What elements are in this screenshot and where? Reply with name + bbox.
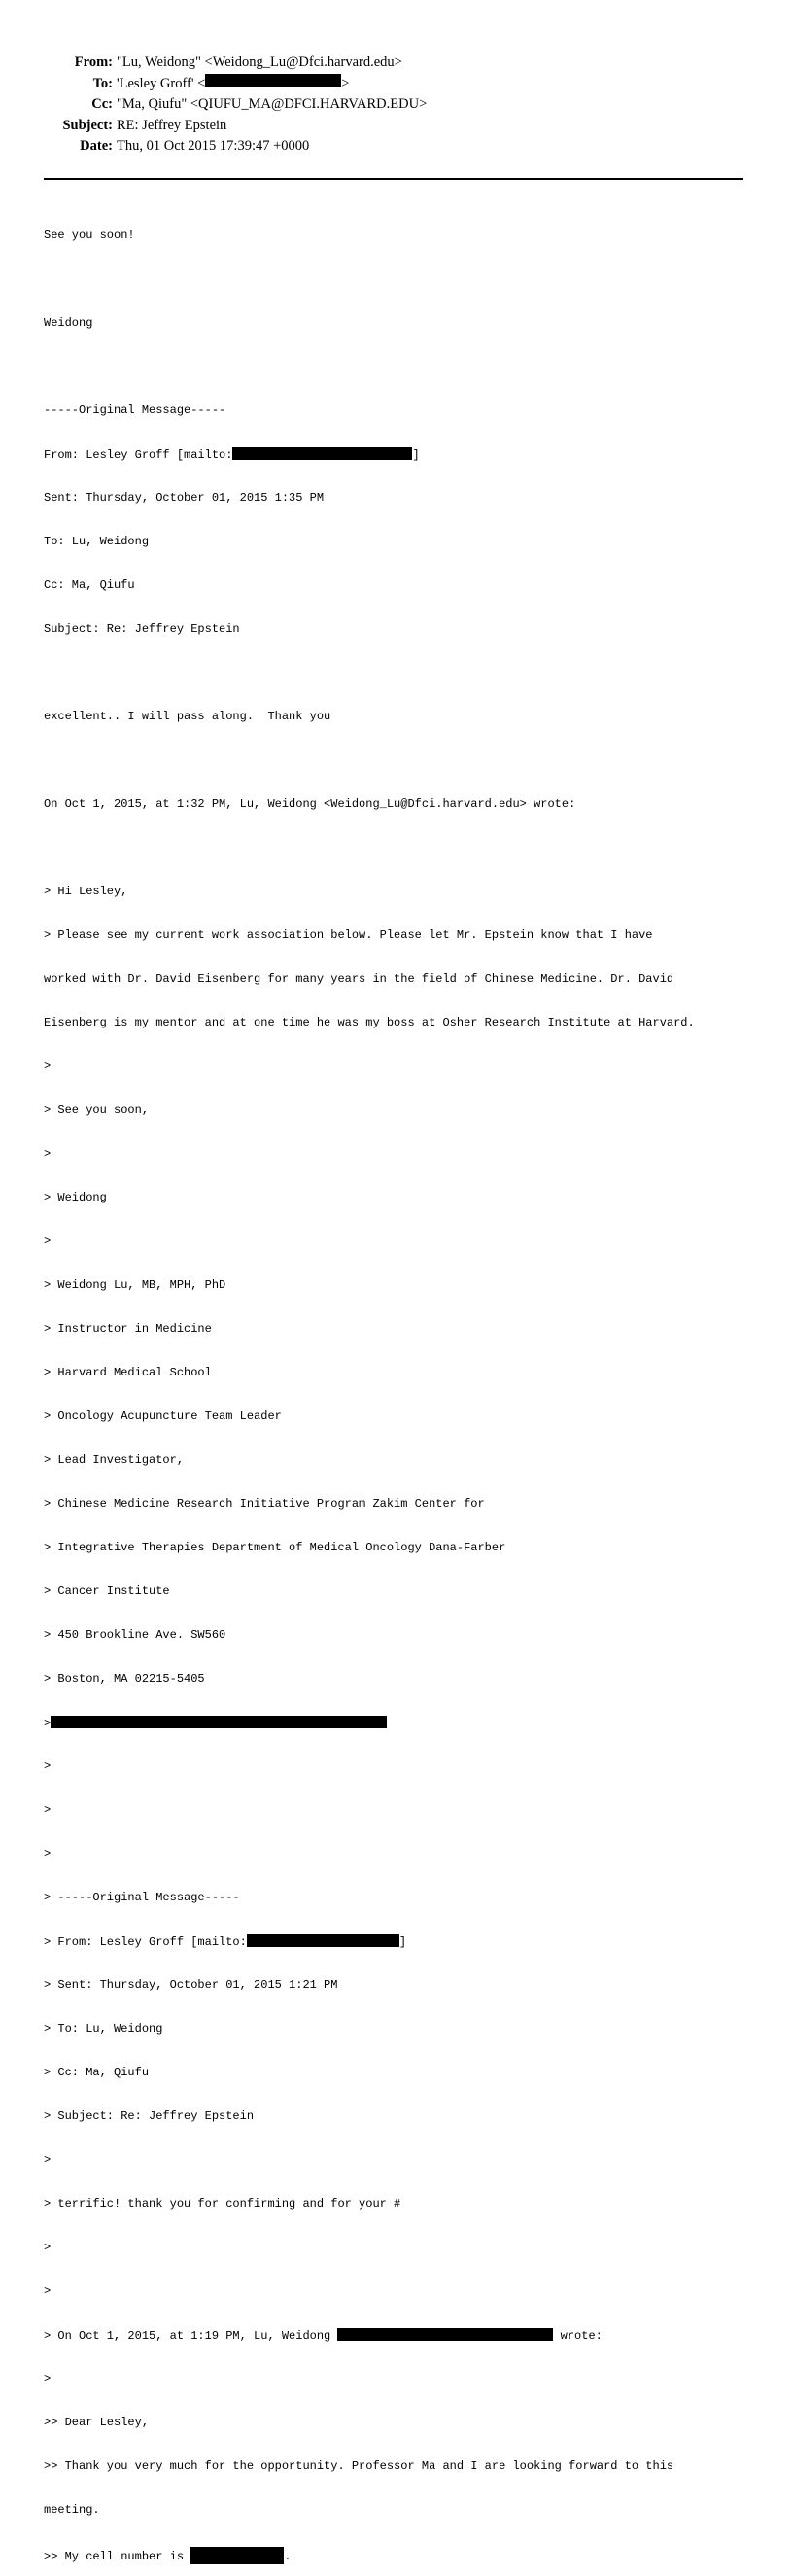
redaction-bar [247,1934,399,1947]
body-line: Eisenberg is my mentor and at one time he was my boss at Osher Research Institute at Harvard. [44,1016,695,1029]
from-row [0,52,427,74]
body-line: > [44,1060,52,1073]
body-line: > [44,2372,52,2385]
from-prefix: From: Lesley Groff [mailto: [44,448,233,462]
body-line: > terrific! thank you for confirming and for your # [44,2197,401,2210]
from-value: "Lu, Weidong" <Weidong_Lu@Dfci.harvard.edu> [117,54,402,70]
body-line: > [44,2284,52,2298]
from-prefix: > From: Lesley Groff [mailto: [44,1935,247,1949]
body-line-blank [44,841,763,855]
subject-value: RE: Jeffrey Epstein [117,117,227,133]
email-header [0,52,427,157]
body-line: > 450 Brookline Ave. SW560 [44,1628,226,1642]
body-line: > Subject: Re: Jeffrey Epstein [44,2109,255,2123]
body-line: worked with Dr. David Eisenberg for many years in the field of Chinese Medicine. Dr. David [44,972,674,986]
subject-row [0,116,427,137]
body-line-blank [44,753,763,768]
cc-row [0,94,427,116]
body-line: > Boston, MA 02215-5405 [44,1672,205,1686]
body-line: meeting. [44,2503,100,2517]
redaction-bar [205,74,341,87]
body-line: Subject: Re: Jeffrey Epstein [44,622,240,636]
body-line: > Lead Investigator, [44,1453,185,1467]
body-line: > Weidong Lu, MB, MPH, PhD [44,1278,226,1292]
body-line: excellent.. I will pass along. Thank you [44,710,331,723]
redaction-bar [232,447,412,460]
to-value-before: 'Lesley Groff' < [117,75,206,91]
cc-label: Cc: [91,96,113,112]
body-line: > [44,1235,52,1248]
from-label: From: [74,54,113,70]
body-line [44,2547,763,2561]
body-line: -----Original Message----- [44,403,226,417]
body-line: To: Lu, Weidong [44,535,150,548]
body-line: > -----Original Message----- [44,1891,240,1904]
subject-label: Subject: [62,117,113,133]
cell-prefix: >> My cell number is [44,2550,191,2563]
quote-intro-suffix: wrote: [553,2329,603,2343]
body-line: > [44,2241,52,2254]
redaction-bar [51,1716,387,1728]
body-line [44,1934,763,1949]
body-line: > Instructor in Medicine [44,1322,212,1336]
redaction-bar [337,2328,553,2341]
quote-intro: > On Oct 1, 2015, at 1:19 PM, Lu, Weidong [44,2329,338,2343]
from-suffix: ] [412,448,420,462]
body-line [44,2328,763,2343]
date-value: Thu, 01 Oct 2015 17:39:47 +0000 [117,138,310,154]
body-line: Sent: Thursday, October 01, 2015 1:35 PM [44,491,325,505]
body-line: > Harvard Medical School [44,1366,212,1379]
body-line-blank [44,666,763,680]
body-line-blank [44,360,763,374]
body-line: Weidong [44,316,93,330]
body-line: > [44,2153,52,2167]
body-line: > Please see my current work association below. Please let Mr. Epstein know that I have [44,928,653,942]
body-line: Cc: Ma, Qiufu [44,578,135,592]
body-line: > Integrative Therapies Department of Medical Oncology Dana-Farber [44,1541,506,1554]
redaction-bar [190,2547,284,2564]
to-label: To: [92,75,113,91]
body-line: > Sent: Thursday, October 01, 2015 1:21 PM [44,1978,338,1992]
email-body [44,199,763,2576]
from-suffix: ] [398,1935,407,1949]
date-label: Date: [80,138,113,154]
body-line: > Chinese Medicine Research Initiative Program Zakim Center for [44,1497,485,1511]
body-line: See you soon! [44,228,135,242]
body-line: > [44,1803,52,1817]
body-line [44,447,763,462]
date-row [0,136,427,157]
body-line: >> Thank you very much for the opportunity. Professor Ma and I are looking forward to this [44,2459,674,2473]
cc-value: "Ma, Qiufu" <QIUFU_MA@DFCI.HARVARD.EDU> [117,96,428,112]
body-line: > Cc: Ma, Qiufu [44,2066,150,2079]
to-value-after: > [341,75,350,91]
body-line: > Weidong [44,1191,107,1204]
body-line: > Oncology Acupuncture Team Leader [44,1410,282,1423]
body-line: > Hi Lesley, [44,885,128,898]
body-line: >> Dear Lesley, [44,2416,150,2429]
body-line [44,1716,763,1730]
body-line: On Oct 1, 2015, at 1:32 PM, Lu, Weidong <Weidong_Lu@Dfci.harvard.edu> wrote: [44,797,576,811]
body-line: > To: Lu, Weidong [44,2022,163,2036]
header-divider [44,178,743,180]
body-line: > Cancer Institute [44,1584,170,1598]
quote-marker: > [44,1717,52,1730]
cell-suffix: . [284,2550,292,2563]
body-line: > [44,1759,52,1773]
body-line: > [44,1147,52,1161]
body-line-blank [44,272,763,287]
body-line: > See you soon, [44,1103,150,1117]
to-row [0,74,427,95]
body-line: > [44,1847,52,1861]
